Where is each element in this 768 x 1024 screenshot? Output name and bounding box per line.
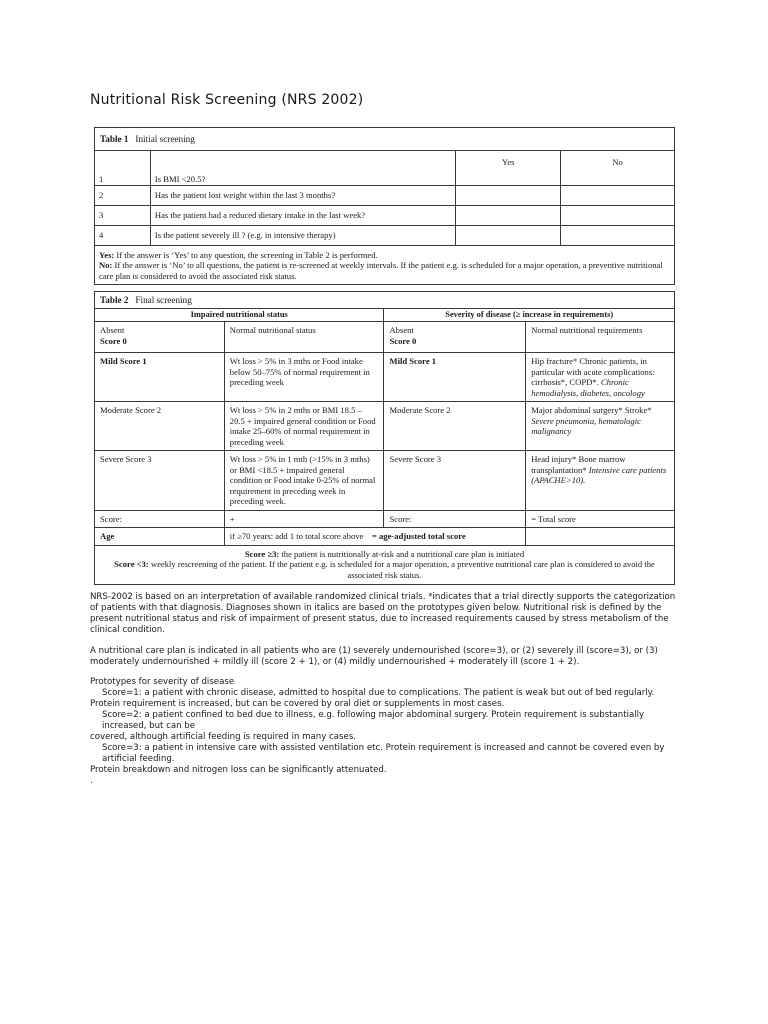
final-screening-table <box>94 291 675 585</box>
yes-cell <box>456 206 561 226</box>
table-row: 3 Has the patient had a reduced dietary intake in the last week? <box>95 206 675 226</box>
prototype-score-3: Score=3: a patient in intensive care with assisted ventilation etc. Protein requirement is increased and cannot be covered even by artificial feeding. <box>102 743 665 764</box>
age-row: Age if ≥70 years: add 1 to total score above = age-adjusted total score <box>95 528 675 545</box>
prototype-score-1-cont: Protein requirement is increased, but can be covered by oral diet or supplements in most cases. <box>90 699 505 709</box>
initial-screening-table <box>94 127 675 285</box>
yes-cell <box>456 186 561 206</box>
body-paragraph: NRS-2002 is based on an interpretation of available randomized clinical trials. *indicates that a trial directly supports the categorization of patients with that diagnosis. Diagnoses shown in italics are based on the prototypes given below. Nutritional risk is defined by the present nutritional status and risk of impairment of present status, due to increased requirements caused by stress metabolism of the clinical condition. <box>90 592 676 635</box>
no-cell <box>561 186 675 206</box>
page-title: Nutritional Risk Screening (NRS 2002) <box>90 92 364 108</box>
table2-notes: Score ≥3: the patient is nutritionally at-risk and a nutritional care plan is initiated Score <3: weekly rescreening of the patient. If the patient e.g. is scheduled for a major operation, a preventive nutritional care plan is considered to avoid the associated risk status. <box>95 545 675 584</box>
no-column-header: No <box>561 151 675 186</box>
severity-header: Severity of disease (≥ increase in requirements) <box>384 309 675 322</box>
yes-cell <box>456 226 561 246</box>
table1-notes: Yes: If the answer is ‘Yes’ to any question, the screening in Table 2 is performed. No: If the answer is ‘No’ to all questions, the patient is re-screened at weekly intervals. If the patient e.g. is scheduled for a major operation, a preventive nutritional care plan is considered to avoid the associated risk status. <box>95 246 675 285</box>
table2-caption: Table 2 Final screening <box>95 292 675 309</box>
table-row: 1 Is BMI <20.5? Yes No <box>95 151 675 186</box>
table-row: Moderate Score 2 Wt loss > 5% in 2 mths or BMI 18.5 – 20.5 + impaired general condition or Food intake 25–60% of normal requirement in preceding week Moderate Score 2 Major abdominal surgery* Stroke* Severe pneumonia, hematologic malignancy <box>95 402 675 451</box>
yes-column-header: Yes <box>456 151 561 186</box>
table-row: Absent Score 0 Normal nutritional status Absent Score 0 Normal nutritional requirements <box>95 322 675 353</box>
trailing-dot: . <box>90 776 93 786</box>
prototype-score-2: Score=2: a patient confined to bed due to illness, e.g. following major abdominal surgery. Protein requirement is substantially increased, but can be <box>102 710 645 731</box>
no-cell <box>561 226 675 246</box>
table1-caption: Table 1 Initial screening <box>95 128 675 151</box>
table-row: Mild Score 1 Wt loss > 5% in 3 mths or Food intake below 50–75% of normal requirement in preceding week Mild Score 1 Hip fracture* Chronic patients, in particular with acute complications: cirrhosis*, COPD*. Chronic hemodialysis, diabetes, oncology <box>95 353 675 402</box>
impaired-status-header: Impaired nutritional status <box>95 309 384 322</box>
no-cell <box>561 206 675 226</box>
table-row: 2 Has the patient lost weight within the last 3 months? <box>95 186 675 206</box>
care-plan-paragraph: A nutritional care plan is indicated in all patients who are (1) severely undernourished (score=3), or (2) severely ill (score=3), or (3) moderately undernourished + mildly ill (score 2 + 1), or (4) mildly undernourished + moderately ill (score 1 + 2). <box>90 646 658 667</box>
table-row: 4 Is the patient severely ill ? (e.g. in intensive therapy) <box>95 226 675 246</box>
table-row: Severe Score 3 Wt loss > 5% in 1 mth (>15% in 3 mths) or BMI <18.5 + impaired general condition or Food intake 0-25% of normal requirement in preceding week in preceding week. Severe Score 3 Head injury* Bone marrow transplantation* Intensive care patients (APACHE>10). <box>95 451 675 510</box>
prototypes-title: Prototypes for severity of disease <box>90 677 235 687</box>
score-row: Score: + Score: = Total score <box>95 510 675 527</box>
prototype-score-1: Score=1: a patient with chronic disease, admitted to hospital due to complications. The patient is weak but out of bed regularly. <box>102 688 655 698</box>
prototype-score-3-cont: Protein breakdown and nitrogen loss can be significantly attenuated. <box>90 765 387 775</box>
prototype-score-2-cont: covered, although artificial feeding is required in many cases. <box>90 732 357 742</box>
prototypes-section <box>90 677 680 787</box>
